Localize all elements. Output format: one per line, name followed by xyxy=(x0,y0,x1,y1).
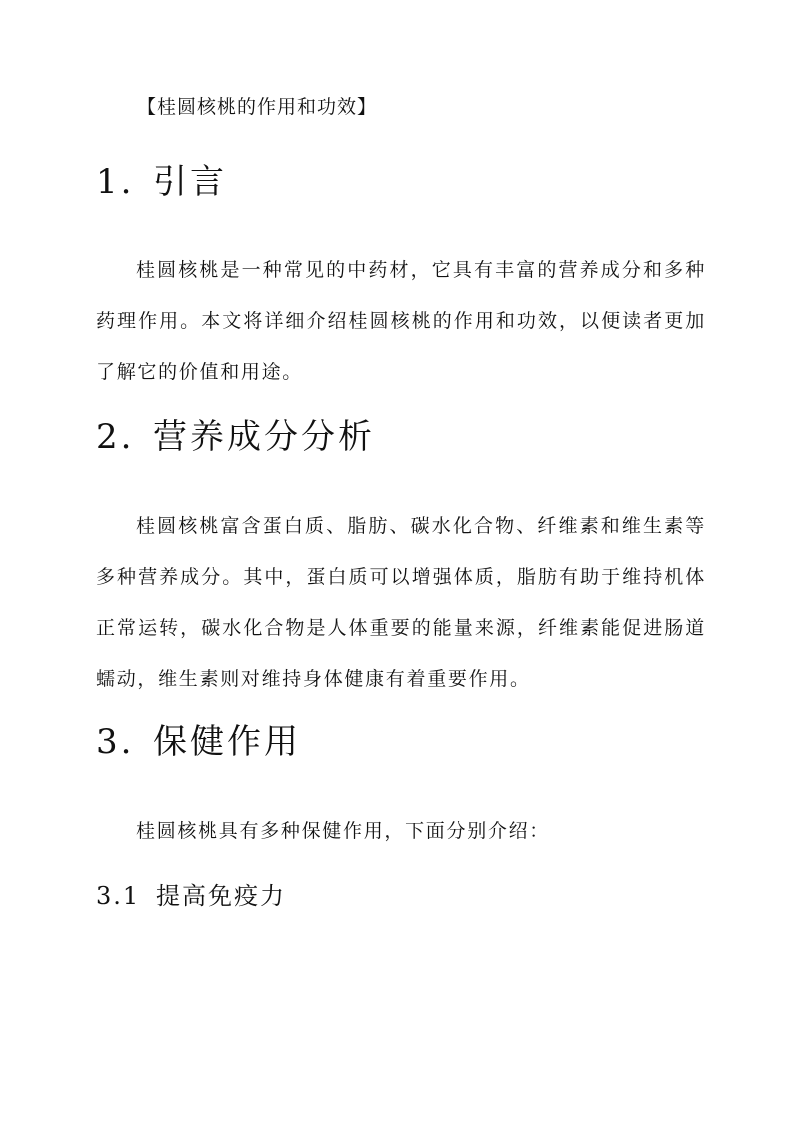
section-heading-health xyxy=(96,720,301,764)
subsection-number: 3.1 xyxy=(96,882,141,910)
section-heading-introduction xyxy=(96,160,227,204)
section-paragraph-nutrition: 桂圆核桃富含蛋白质、脂肪、碳水化合物、纤维素和维生素等多种营养成分。其中，蛋白质可以增强体质，脂肪有助于维持机体正常运转，碳水化合物是人体重要的能量来源，纤维素能促进肠道蠕动，维生素则对维持身体健康有着重要作用。 xyxy=(96,515,706,690)
subsection-title: 提高免疫力 xyxy=(156,882,286,910)
section-title: 引言 xyxy=(153,162,227,202)
section-title: 营养成分分析 xyxy=(153,417,375,457)
section-paragraph-introduction: 桂圆核桃是一种常见的中药材，它具有丰富的营养成分和多种药理作用。本文将详细介绍桂圆核桃的作用和功效，以便读者更加了解它的价值和用途。 xyxy=(96,259,706,383)
section-title: 保健作用 xyxy=(153,722,301,762)
subsection-heading-immunity xyxy=(96,880,286,912)
section-number: 3. xyxy=(96,722,135,762)
section-number: 2. xyxy=(96,417,135,457)
document-title: 【桂圆核桃的作用和功效】 xyxy=(137,96,378,118)
section-heading-nutrition xyxy=(96,415,375,459)
section-paragraph-health: 桂圆核桃具有多种保健作用，下面分别介绍： xyxy=(136,820,551,842)
section-number: 1. xyxy=(96,162,135,202)
